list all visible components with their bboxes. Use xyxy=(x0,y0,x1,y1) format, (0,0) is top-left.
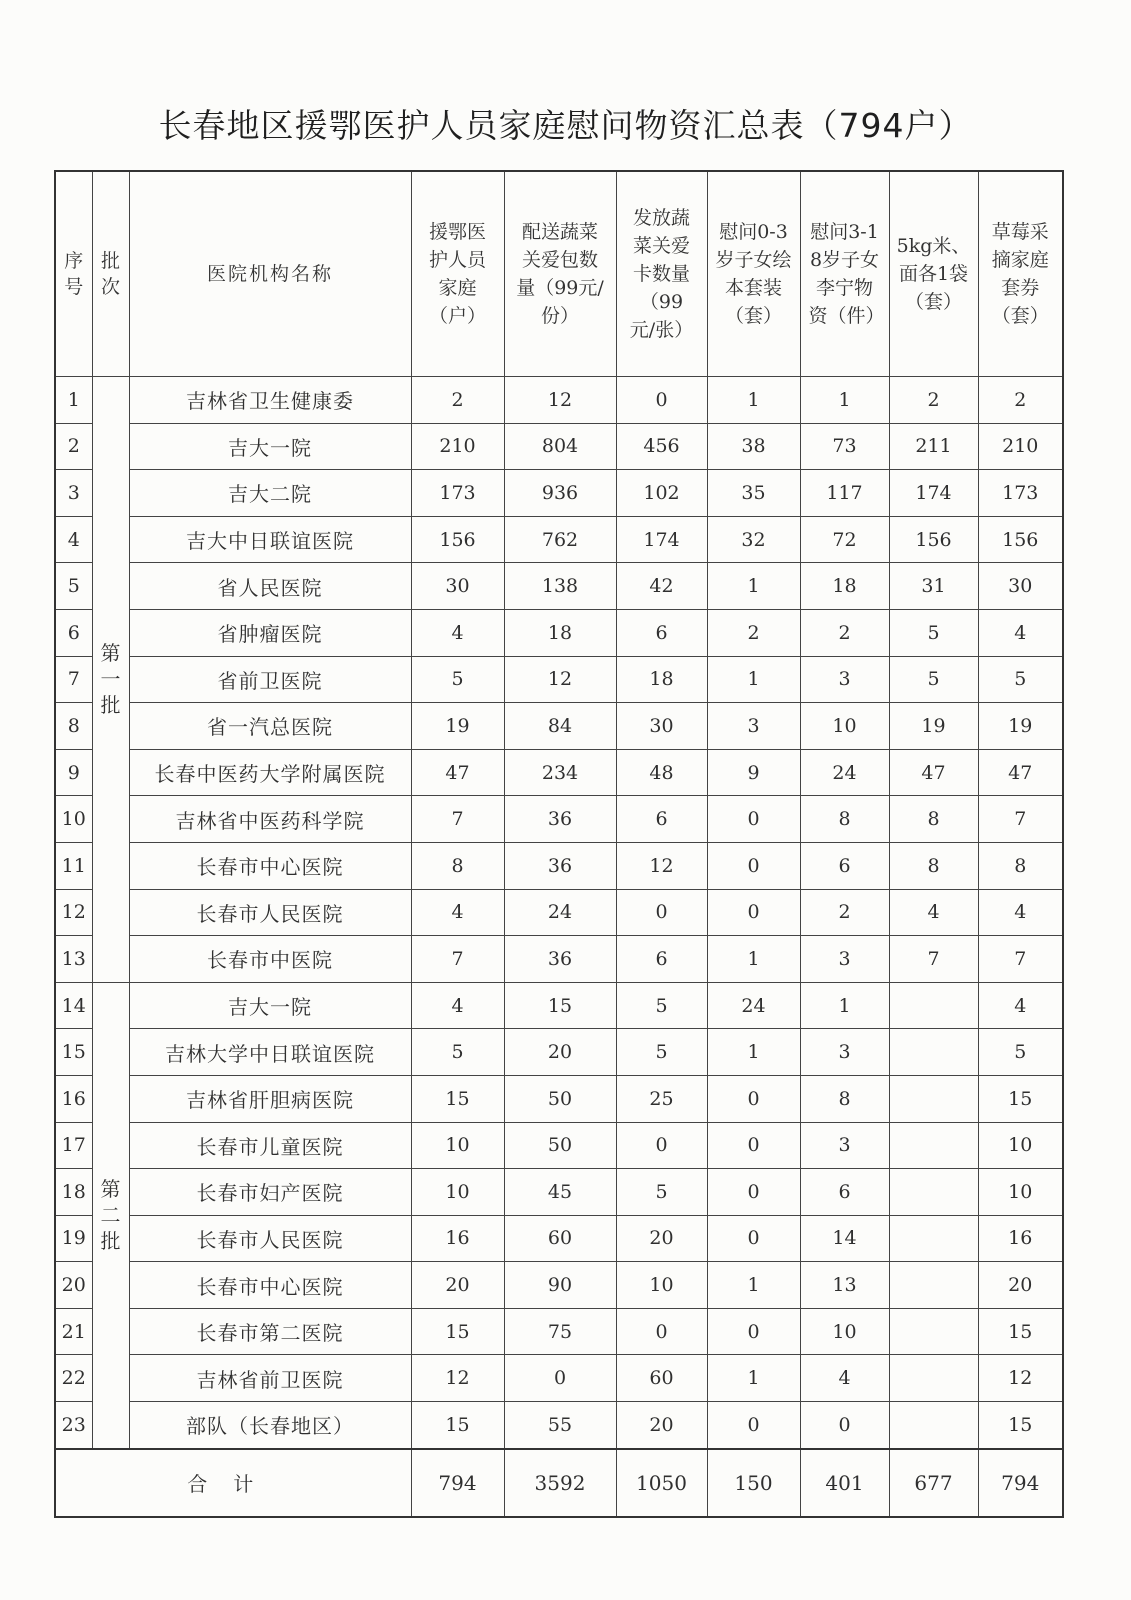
cell-families: 16 xyxy=(411,1215,504,1262)
table-row xyxy=(55,1169,1063,1216)
cell-families: 7 xyxy=(411,936,504,983)
table-row xyxy=(55,1355,1063,1402)
table-row xyxy=(55,516,1063,563)
cell-rice: 2 xyxy=(889,377,978,424)
cell-rice: 4 xyxy=(889,889,978,936)
cell-rice: 7 xyxy=(889,936,978,983)
cell-lining: 3 xyxy=(800,936,889,983)
cell-rice: 5 xyxy=(889,609,978,656)
cell-rice: 5 xyxy=(889,656,978,703)
cell-veg-card: 6 xyxy=(616,936,707,983)
cell-veg-pack: 138 xyxy=(504,563,616,610)
cell-berry: 5 xyxy=(978,656,1063,703)
total-veg-card: 1050 xyxy=(616,1449,707,1517)
hospital-name: 长春市中心医院 xyxy=(129,842,411,889)
row-index: 16 xyxy=(55,1075,92,1122)
cell-berry: 30 xyxy=(978,563,1063,610)
row-index: 7 xyxy=(55,656,92,703)
cell-veg-pack: 36 xyxy=(504,842,616,889)
hospital-name: 省一汽总医院 xyxy=(129,703,411,750)
cell-lining: 4 xyxy=(800,1355,889,1402)
cell-veg-card: 0 xyxy=(616,1308,707,1355)
header-picture-books: 慰问0-3岁子女绘本套装（套） xyxy=(707,171,800,377)
hospital-name: 吉林省前卫医院 xyxy=(129,1355,411,1402)
table-row xyxy=(55,842,1063,889)
cell-veg-pack: 84 xyxy=(504,703,616,750)
row-index: 23 xyxy=(55,1402,92,1449)
row-index: 13 xyxy=(55,936,92,983)
cell-lining: 0 xyxy=(800,1402,889,1449)
hospital-name: 省人民医院 xyxy=(129,563,411,610)
cell-veg-pack: 762 xyxy=(504,516,616,563)
cell-lining: 14 xyxy=(800,1215,889,1262)
row-index: 15 xyxy=(55,1029,92,1076)
hospital-name: 长春中医药大学附属医院 xyxy=(129,749,411,796)
cell-families: 10 xyxy=(411,1169,504,1216)
cell-families: 7 xyxy=(411,796,504,843)
cell-books: 1 xyxy=(707,656,800,703)
table-row xyxy=(55,1215,1063,1262)
cell-veg-pack: 55 xyxy=(504,1402,616,1449)
total-families: 794 xyxy=(411,1449,504,1517)
hospital-name: 长春市中医院 xyxy=(129,936,411,983)
cell-veg-pack: 36 xyxy=(504,936,616,983)
header-hospital: 医院机构名称 xyxy=(129,171,411,377)
cell-berry: 47 xyxy=(978,749,1063,796)
cell-lining: 3 xyxy=(800,1029,889,1076)
header-row xyxy=(55,171,1063,377)
cell-lining: 117 xyxy=(800,470,889,517)
cell-books: 0 xyxy=(707,1075,800,1122)
cell-berry: 10 xyxy=(978,1169,1063,1216)
cell-rice xyxy=(889,1169,978,1216)
header-families: 援鄂医护人员家庭（户） xyxy=(411,171,504,377)
cell-books: 0 xyxy=(707,1169,800,1216)
cell-veg-card: 0 xyxy=(616,1122,707,1169)
cell-veg-pack: 12 xyxy=(504,656,616,703)
summary-table xyxy=(54,170,1064,1518)
cell-families: 173 xyxy=(411,470,504,517)
cell-lining: 72 xyxy=(800,516,889,563)
cell-berry: 20 xyxy=(978,1262,1063,1309)
cell-veg-card: 0 xyxy=(616,377,707,424)
cell-veg-card: 6 xyxy=(616,796,707,843)
cell-books: 1 xyxy=(707,1262,800,1309)
cell-families: 210 xyxy=(411,423,504,470)
cell-veg-pack: 18 xyxy=(504,609,616,656)
row-index: 12 xyxy=(55,889,92,936)
cell-berry: 15 xyxy=(978,1075,1063,1122)
cell-books: 38 xyxy=(707,423,800,470)
hospital-name: 部队（长春地区） xyxy=(129,1402,411,1449)
row-index: 5 xyxy=(55,563,92,610)
row-index: 10 xyxy=(55,796,92,843)
cell-berry: 210 xyxy=(978,423,1063,470)
header-veg-pack: 配送蔬菜关爱包数量（99元/份） xyxy=(504,171,616,377)
cell-veg-pack: 60 xyxy=(504,1215,616,1262)
cell-veg-card: 6 xyxy=(616,609,707,656)
hospital-name: 吉林省卫生健康委 xyxy=(129,377,411,424)
table-row xyxy=(55,470,1063,517)
cell-books: 0 xyxy=(707,1402,800,1449)
cell-rice: 156 xyxy=(889,516,978,563)
cell-veg-pack: 804 xyxy=(504,423,616,470)
cell-veg-pack: 50 xyxy=(504,1122,616,1169)
cell-lining: 18 xyxy=(800,563,889,610)
cell-berry: 2 xyxy=(978,377,1063,424)
cell-lining: 2 xyxy=(800,609,889,656)
table-row xyxy=(55,423,1063,470)
cell-rice xyxy=(889,982,978,1029)
cell-families: 12 xyxy=(411,1355,504,1402)
cell-veg-card: 5 xyxy=(616,1169,707,1216)
hospital-name: 长春市人民医院 xyxy=(129,1215,411,1262)
cell-lining: 6 xyxy=(800,842,889,889)
cell-rice xyxy=(889,1402,978,1449)
hospital-name: 吉林省中医药科学院 xyxy=(129,796,411,843)
cell-veg-pack: 234 xyxy=(504,749,616,796)
hospital-name: 吉林省肝胆病医院 xyxy=(129,1075,411,1122)
cell-veg-card: 20 xyxy=(616,1215,707,1262)
cell-veg-card: 48 xyxy=(616,749,707,796)
cell-books: 0 xyxy=(707,842,800,889)
cell-families: 30 xyxy=(411,563,504,610)
cell-veg-card: 42 xyxy=(616,563,707,610)
cell-rice: 174 xyxy=(889,470,978,517)
cell-families: 19 xyxy=(411,703,504,750)
total-rice: 677 xyxy=(889,1449,978,1517)
cell-books: 32 xyxy=(707,516,800,563)
cell-veg-card: 30 xyxy=(616,703,707,750)
table-row xyxy=(55,1308,1063,1355)
cell-veg-pack: 15 xyxy=(504,982,616,1029)
cell-berry: 4 xyxy=(978,609,1063,656)
cell-rice xyxy=(889,1262,978,1309)
cell-rice xyxy=(889,1215,978,1262)
header-index: 序号 xyxy=(55,171,92,377)
cell-lining: 1 xyxy=(800,982,889,1029)
cell-veg-card: 456 xyxy=(616,423,707,470)
cell-families: 5 xyxy=(411,656,504,703)
cell-books: 0 xyxy=(707,1308,800,1355)
row-index: 2 xyxy=(55,423,92,470)
cell-rice: 19 xyxy=(889,703,978,750)
cell-families: 4 xyxy=(411,889,504,936)
cell-books: 0 xyxy=(707,889,800,936)
cell-families: 15 xyxy=(411,1308,504,1355)
batch-second: 第二批 xyxy=(92,982,129,1448)
header-rice-flour: 5kg米、面各1袋（套） xyxy=(889,171,978,377)
cell-families: 4 xyxy=(411,609,504,656)
table-row xyxy=(55,563,1063,610)
cell-berry: 12 xyxy=(978,1355,1063,1402)
cell-veg-pack: 90 xyxy=(504,1262,616,1309)
cell-veg-card: 174 xyxy=(616,516,707,563)
page-title: 长春地区援鄂医护人员家庭慰问物资汇总表（794户） xyxy=(158,106,973,145)
cell-veg-card: 18 xyxy=(616,656,707,703)
table-row xyxy=(55,1122,1063,1169)
row-index: 1 xyxy=(55,377,92,424)
cell-rice xyxy=(889,1355,978,1402)
cell-veg-pack: 936 xyxy=(504,470,616,517)
cell-veg-pack: 36 xyxy=(504,796,616,843)
cell-veg-card: 5 xyxy=(616,1029,707,1076)
total-label: 合计 xyxy=(55,1449,411,1517)
row-index: 22 xyxy=(55,1355,92,1402)
cell-veg-pack: 20 xyxy=(504,1029,616,1076)
cell-books: 1 xyxy=(707,1029,800,1076)
table-row xyxy=(55,703,1063,750)
hospital-name: 吉林大学中日联谊医院 xyxy=(129,1029,411,1076)
cell-books: 3 xyxy=(707,703,800,750)
table-row xyxy=(55,1262,1063,1309)
cell-lining: 3 xyxy=(800,1122,889,1169)
cell-lining: 1 xyxy=(800,377,889,424)
table-row xyxy=(55,749,1063,796)
total-lining: 401 xyxy=(800,1449,889,1517)
total-books: 150 xyxy=(707,1449,800,1517)
cell-veg-card: 20 xyxy=(616,1402,707,1449)
cell-berry: 7 xyxy=(978,936,1063,983)
header-batch: 批次 xyxy=(92,171,129,377)
cell-lining: 3 xyxy=(800,656,889,703)
row-index: 6 xyxy=(55,609,92,656)
hospital-name: 长春市第二医院 xyxy=(129,1308,411,1355)
row-index: 17 xyxy=(55,1122,92,1169)
cell-berry: 5 xyxy=(978,1029,1063,1076)
cell-books: 1 xyxy=(707,377,800,424)
table-row xyxy=(55,1075,1063,1122)
cell-families: 15 xyxy=(411,1075,504,1122)
cell-families: 5 xyxy=(411,1029,504,1076)
total-veg-pack: 3592 xyxy=(504,1449,616,1517)
cell-rice xyxy=(889,1122,978,1169)
cell-families: 2 xyxy=(411,377,504,424)
cell-lining: 10 xyxy=(800,1308,889,1355)
header-veg-card: 发放蔬菜关爱卡数量（99元/张） xyxy=(616,171,707,377)
cell-books: 24 xyxy=(707,982,800,1029)
cell-veg-card: 10 xyxy=(616,1262,707,1309)
cell-books: 35 xyxy=(707,470,800,517)
cell-lining: 8 xyxy=(800,796,889,843)
cell-veg-card: 12 xyxy=(616,842,707,889)
table-body xyxy=(55,377,1063,1517)
row-index: 21 xyxy=(55,1308,92,1355)
cell-lining: 24 xyxy=(800,749,889,796)
cell-lining: 6 xyxy=(800,1169,889,1216)
cell-veg-card: 0 xyxy=(616,889,707,936)
cell-berry: 156 xyxy=(978,516,1063,563)
cell-berry: 16 xyxy=(978,1215,1063,1262)
cell-rice: 8 xyxy=(889,796,978,843)
cell-books: 0 xyxy=(707,1122,800,1169)
table-row xyxy=(55,982,1063,1029)
cell-lining: 73 xyxy=(800,423,889,470)
cell-veg-card: 25 xyxy=(616,1075,707,1122)
row-index: 11 xyxy=(55,842,92,889)
header-strawberry: 草莓采摘家庭套券（套） xyxy=(978,171,1063,377)
table-row xyxy=(55,377,1063,424)
batch-first: 第一批 xyxy=(92,377,129,983)
header-li-ning: 慰问3-18岁子女李宁物资（件） xyxy=(800,171,889,377)
hospital-name: 吉大二院 xyxy=(129,470,411,517)
cell-lining: 13 xyxy=(800,1262,889,1309)
hospital-name: 省肿瘤医院 xyxy=(129,609,411,656)
row-index: 8 xyxy=(55,703,92,750)
row-index: 9 xyxy=(55,749,92,796)
cell-veg-card: 102 xyxy=(616,470,707,517)
cell-books: 1 xyxy=(707,936,800,983)
table-row xyxy=(55,889,1063,936)
cell-books: 9 xyxy=(707,749,800,796)
cell-berry: 15 xyxy=(978,1402,1063,1449)
cell-rice: 8 xyxy=(889,842,978,889)
cell-books: 0 xyxy=(707,1215,800,1262)
hospital-name: 长春市中心医院 xyxy=(129,1262,411,1309)
cell-berry: 7 xyxy=(978,796,1063,843)
row-index: 20 xyxy=(55,1262,92,1309)
hospital-name: 吉大一院 xyxy=(129,982,411,1029)
hospital-name: 吉大中日联谊医院 xyxy=(129,516,411,563)
cell-families: 15 xyxy=(411,1402,504,1449)
hospital-name: 长春市人民医院 xyxy=(129,889,411,936)
row-index: 3 xyxy=(55,470,92,517)
table-row xyxy=(55,796,1063,843)
cell-veg-pack: 75 xyxy=(504,1308,616,1355)
cell-berry: 10 xyxy=(978,1122,1063,1169)
cell-books: 2 xyxy=(707,609,800,656)
cell-berry: 4 xyxy=(978,982,1063,1029)
cell-rice: 47 xyxy=(889,749,978,796)
cell-families: 10 xyxy=(411,1122,504,1169)
cell-families: 47 xyxy=(411,749,504,796)
cell-rice: 211 xyxy=(889,423,978,470)
cell-books: 1 xyxy=(707,1355,800,1402)
hospital-name: 省前卫医院 xyxy=(129,656,411,703)
cell-veg-pack: 12 xyxy=(504,377,616,424)
table-row xyxy=(55,1402,1063,1449)
row-index: 18 xyxy=(55,1169,92,1216)
cell-families: 8 xyxy=(411,842,504,889)
cell-rice xyxy=(889,1075,978,1122)
cell-families: 4 xyxy=(411,982,504,1029)
cell-lining: 8 xyxy=(800,1075,889,1122)
cell-veg-pack: 50 xyxy=(504,1075,616,1122)
total-berry: 794 xyxy=(978,1449,1063,1517)
cell-berry: 8 xyxy=(978,842,1063,889)
table-row xyxy=(55,936,1063,983)
hospital-name: 吉大一院 xyxy=(129,423,411,470)
cell-veg-card: 5 xyxy=(616,982,707,1029)
cell-veg-pack: 0 xyxy=(504,1355,616,1402)
cell-rice xyxy=(889,1029,978,1076)
hospital-name: 长春市妇产医院 xyxy=(129,1169,411,1216)
cell-rice: 31 xyxy=(889,563,978,610)
cell-books: 1 xyxy=(707,563,800,610)
total-row xyxy=(55,1449,1063,1517)
cell-berry: 4 xyxy=(978,889,1063,936)
cell-lining: 10 xyxy=(800,703,889,750)
cell-veg-pack: 45 xyxy=(504,1169,616,1216)
cell-books: 0 xyxy=(707,796,800,843)
cell-berry: 15 xyxy=(978,1308,1063,1355)
row-index: 19 xyxy=(55,1215,92,1262)
table-row xyxy=(55,1029,1063,1076)
cell-berry: 173 xyxy=(978,470,1063,517)
row-index: 4 xyxy=(55,516,92,563)
hospital-name: 长春市儿童医院 xyxy=(129,1122,411,1169)
cell-lining: 2 xyxy=(800,889,889,936)
cell-veg-pack: 24 xyxy=(504,889,616,936)
cell-berry: 19 xyxy=(978,703,1063,750)
cell-veg-card: 60 xyxy=(616,1355,707,1402)
cell-families: 156 xyxy=(411,516,504,563)
table-row xyxy=(55,609,1063,656)
cell-rice xyxy=(889,1308,978,1355)
row-index: 14 xyxy=(55,982,92,1029)
cell-families: 20 xyxy=(411,1262,504,1309)
table-row xyxy=(55,656,1063,703)
